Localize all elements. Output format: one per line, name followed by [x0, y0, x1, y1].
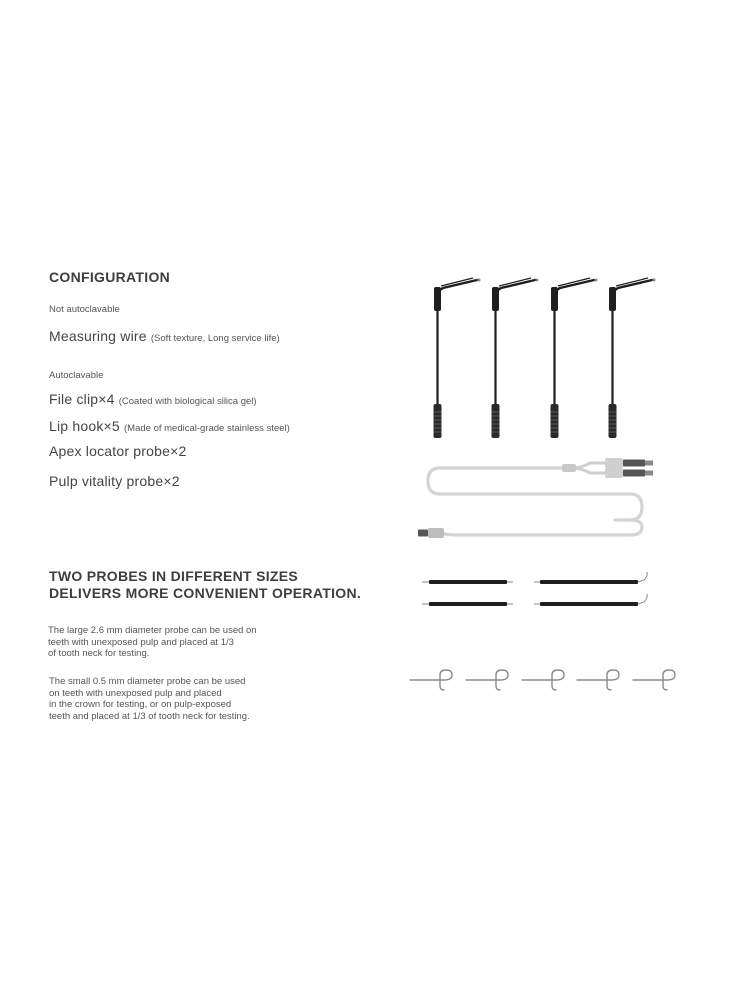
probes-title [49, 568, 361, 602]
lip-hook-name: Lip hook [49, 418, 104, 434]
pulp-probe-qty: ×2 [163, 473, 180, 489]
file-clip-3 [551, 278, 598, 438]
lip-hook-3 [522, 670, 564, 690]
file-clip-qty: ×4 [98, 391, 115, 407]
probes-illustration [420, 570, 660, 615]
lip-hooks-illustration [405, 668, 695, 693]
file-clip-note: (Coated with biological silica gel) [118, 396, 257, 407]
small-desc-line: in the crown for testing, or on pulp-exposed [49, 699, 232, 711]
file-clip-4 [609, 278, 656, 438]
measuring-wire-illustration [400, 455, 670, 550]
file-clip-item [49, 391, 257, 407]
apex-probe-name: Apex locator probe [49, 443, 171, 459]
pulp-probe-item [49, 473, 180, 489]
lip-hook-note: (Made of medical-grade stainless steel) [124, 423, 290, 434]
small-probe-2 [540, 602, 638, 606]
probes-title-line2: DELIVERS MORE CONVENIENT OPERATION. [49, 585, 362, 601]
lip-hook-1 [410, 670, 452, 690]
not-autoclavable-label: Not autoclavable [49, 304, 120, 315]
apex-probe-qty: ×2 [170, 443, 187, 459]
large-probe-2 [429, 602, 507, 606]
small-probe-description [49, 676, 250, 722]
file-clip-name: File clip [49, 391, 99, 407]
lip-hook-5 [633, 670, 675, 690]
file-clips-illustration [420, 270, 660, 440]
file-clip-1 [434, 278, 481, 438]
large-probe-description [48, 625, 257, 660]
autoclavable-label: Autoclavable [49, 370, 104, 381]
small-desc-line: teeth and placed at 1/3 of tooth neck for testing. [49, 710, 250, 722]
large-desc-line: of tooth neck for testing. [48, 648, 150, 660]
lip-hook-4 [577, 670, 619, 690]
probes-title-line1: TWO PROBES IN DIFFERENT SIZES [49, 568, 299, 584]
configuration-title: CONFIGURATION [49, 269, 171, 285]
lip-hook-qty: ×5 [103, 418, 120, 434]
large-probe-1 [429, 580, 507, 584]
large-desc-line: The large 2.6 mm diameter probe can be used on [48, 625, 257, 636]
large-desc-line: teeth with unexposed pulp and placed at 1/3 [48, 636, 234, 648]
apex-probe-item [49, 443, 187, 459]
file-clip-2 [492, 278, 539, 438]
measuring-wire-name: Measuring wire [49, 328, 147, 344]
small-desc-line: on teeth with unexposed pulp and placed [49, 687, 222, 699]
measuring-wire-item [49, 328, 280, 344]
measuring-wire-note: (Soft texture, Long service life) [150, 333, 280, 344]
lip-hook-item [49, 418, 290, 434]
lip-hook-2 [466, 670, 508, 690]
small-desc-line: The small 0.5 mm diameter probe can be used [49, 676, 246, 687]
small-probe-1 [540, 580, 638, 584]
pulp-probe-name: Pulp vitality probe [49, 473, 164, 489]
